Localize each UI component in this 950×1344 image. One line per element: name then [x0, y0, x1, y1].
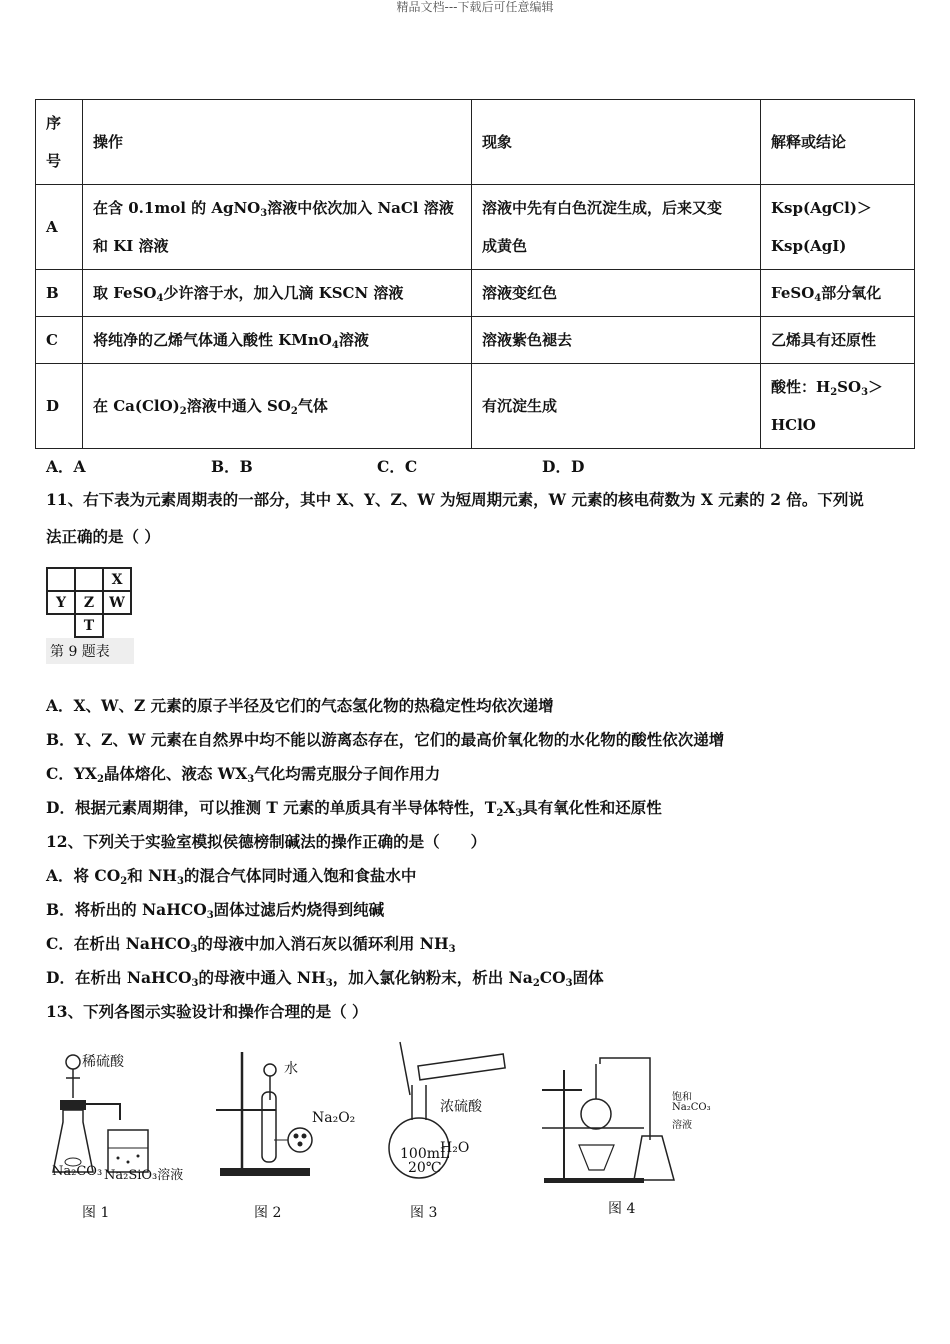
text: ＞ [868, 378, 884, 396]
table-row [36, 185, 915, 270]
header-conclusion: 解释或结论 [761, 100, 915, 185]
text: X [503, 798, 516, 817]
sub: 3 [861, 387, 869, 398]
header-phenomenon: 现象 [472, 100, 761, 185]
fig3-flask-volume: 100mL [400, 1146, 450, 1162]
table-row [36, 270, 915, 317]
fig1-right-label: Na₂SiO₃溶液 [104, 1168, 184, 1183]
q11-option-c[interactable] [46, 762, 440, 784]
table-header-row [36, 100, 915, 185]
grid-cell [47, 568, 75, 591]
q11-option-a[interactable]: A．X、W、Z 元素的原子半径及它们的气态氢化物的热稳定性均依次递增 [46, 696, 554, 715]
fig1-acid-label: 稀硫酸 [82, 1054, 124, 1070]
text: HClO [771, 416, 816, 434]
sub: 2 [179, 406, 187, 417]
text: Ksp(AgCl)＞ [771, 199, 872, 217]
text: 在含 0.1mol 的 AgNO [93, 199, 261, 217]
text: 少许溶于水，加入几滴 KSCN 溶液 [163, 284, 404, 302]
fig1-caption: 图 1 [82, 1205, 110, 1221]
q12-option-b[interactable] [46, 898, 384, 920]
sub: 2 [120, 876, 128, 887]
text: 溶液中先有白色沉淀生成，后来又变 [482, 199, 723, 217]
grid-cell: X [103, 568, 131, 591]
q11-option-d[interactable] [46, 796, 662, 818]
sub: 4 [814, 293, 822, 304]
grid-cell [47, 614, 75, 637]
q11-option-b[interactable]: B．Y、Z、W 元素在自然界中均不能以游离态存在，它们的最高价氧化物的水化物的酸性依次递增 [46, 730, 725, 749]
fig2-water-label: 水 [284, 1061, 298, 1077]
row-id: D [36, 364, 83, 449]
sub: 2 [96, 774, 104, 785]
text: Ksp(AgI) [771, 237, 847, 255]
fig3-water-label: H₂O [440, 1140, 470, 1156]
row-id: C [36, 317, 83, 364]
sub: 3 [176, 876, 184, 887]
option-a[interactable]: A．A [46, 457, 86, 476]
sub: 4 [156, 293, 164, 304]
sub: 2 [290, 406, 298, 417]
sub: 3 [325, 978, 333, 989]
option-d[interactable]: D．D [542, 457, 585, 476]
fig2-caption: 图 2 [254, 1205, 282, 1221]
figure-3 [378, 1040, 518, 1230]
text: 部分氧化 [821, 284, 882, 302]
row-operation [83, 364, 472, 449]
text: 固体 [572, 968, 604, 987]
q12-option-d[interactable] [46, 966, 604, 988]
fig4-label-1: 饱和 [672, 1092, 692, 1103]
experiment-table [35, 99, 915, 449]
text: C．在析出 NaHCO [46, 934, 191, 953]
text: C．YX [46, 764, 97, 783]
figure-4 [534, 1040, 714, 1230]
text: 酸性：H [771, 378, 831, 396]
text: 晶体熔化、液态 WX [103, 764, 248, 783]
row-operation [83, 317, 472, 364]
header-operation: 操作 [83, 100, 472, 185]
row-phenomenon: 溶液紫色褪去 [472, 317, 761, 364]
text: 的母液中通入 NH [198, 968, 326, 987]
text: 和 KI 溶液 [93, 237, 169, 255]
sub: 3 [190, 944, 198, 955]
text: SO [837, 378, 862, 396]
row-phenomenon [472, 185, 761, 270]
figure-2 [212, 1040, 372, 1230]
grid-cell [75, 568, 103, 591]
q13-stem: 13、下列各图示实验设计和操作合理的是（ ） [46, 1002, 368, 1021]
fig4-caption: 图 4 [608, 1201, 636, 1217]
grid-cell: W [103, 591, 131, 614]
text: 在 Ca(ClO) [93, 397, 180, 415]
q12-stem: 12、下列关于实验室模拟侯德榜制碱法的操作正确的是（ ） [46, 832, 487, 851]
q12-option-a[interactable] [46, 864, 416, 886]
option-c[interactable]: C．C [377, 457, 418, 476]
text: CO [539, 968, 566, 987]
fig2-reagent-label: Na₂O₂ [312, 1110, 356, 1126]
text: A．将 CO [46, 866, 121, 885]
table-row [36, 364, 915, 449]
sub: 3 [260, 208, 268, 219]
header-index [36, 100, 83, 185]
sub: 3 [247, 774, 255, 785]
text: 取 FeSO [93, 284, 157, 302]
fig4-label-3: 溶液 [672, 1120, 692, 1131]
sub: 2 [496, 808, 504, 819]
grid-cell [103, 614, 131, 637]
option-b[interactable]: B．B [211, 457, 253, 476]
periodic-table-caption: 第 9 题表 [46, 638, 134, 664]
row-phenomenon: 有沉淀生成 [472, 364, 761, 449]
text: 的混合气体同时通入饱和食盐水中 [183, 866, 417, 885]
header-index-text: 序号 [46, 114, 62, 170]
sub: 4 [331, 340, 339, 351]
text: 将纯净的乙烯气体通入酸性 KMnO [93, 331, 332, 349]
row-phenomenon: 溶液变红色 [472, 270, 761, 317]
text: 具有氧化性和还原性 [522, 798, 662, 817]
sub: 3 [191, 978, 199, 989]
row-id: A [36, 185, 83, 270]
text: 固体过滤后灼烧得到纯碱 [213, 900, 385, 919]
fig3-caption: 图 3 [410, 1205, 438, 1221]
q11-stem-line2: 法正确的是（ ） [46, 527, 160, 546]
row-conclusion [761, 185, 915, 270]
periodic-table-excerpt [46, 567, 136, 664]
row-conclusion: 乙烯具有还原性 [761, 317, 915, 364]
fig4-label-2: Na₂CO₃ [672, 1102, 711, 1113]
q11-stem-line1: 11、右下表为元素周期表的一部分，其中 X、Y、Z、W 为短周期元素，W 元素的核电荷数为 X 元素的 2 倍。下列说 [46, 490, 864, 509]
text: D．根据元素周期律，可以推测 T 元素的单质具有半导体特性，T [46, 798, 497, 817]
grid-cell: Z [75, 591, 103, 614]
text: D．在析出 NaHCO [46, 968, 192, 987]
figure-1 [48, 1040, 188, 1230]
sub: 3 [448, 944, 456, 955]
text: 溶液中依次加入 NaCl 溶液 [267, 199, 454, 217]
page-header: 精品文档---下载后可任意编辑 [396, 0, 554, 14]
text: B．将析出的 NaHCO [46, 900, 207, 919]
table-row [36, 317, 915, 364]
text: 气体 [297, 397, 328, 415]
fig3-acid-label: 浓硫酸 [440, 1099, 482, 1115]
text: 溶液中通入 SO [186, 397, 291, 415]
text: ，加入氯化钠粉末，析出 Na [332, 968, 533, 987]
sub: 3 [206, 910, 214, 921]
row-conclusion [761, 364, 915, 449]
fig3-flask-temp: 20℃ [408, 1160, 442, 1176]
row-operation [83, 270, 472, 317]
periodic-grid [46, 567, 132, 638]
sub: 3 [565, 978, 573, 989]
text: FeSO [771, 284, 815, 302]
grid-cell: Y [47, 591, 75, 614]
fig1-left-label: Na₂CO₃ [52, 1164, 103, 1179]
grid-cell: T [75, 614, 103, 637]
sub: 2 [830, 387, 838, 398]
text: 的母液中加入消石灰以循环利用 NH [197, 934, 449, 953]
text: 溶液 [338, 331, 369, 349]
row-id: B [36, 270, 83, 317]
text: 气化均需克服分子间作用力 [254, 764, 441, 783]
row-conclusion [761, 270, 915, 317]
q12-option-c[interactable] [46, 932, 456, 954]
sub: 2 [532, 978, 540, 989]
row-operation [83, 185, 472, 270]
text: 成黄色 [482, 237, 528, 255]
sub: 3 [515, 808, 523, 819]
text: 和 NH [127, 866, 177, 885]
